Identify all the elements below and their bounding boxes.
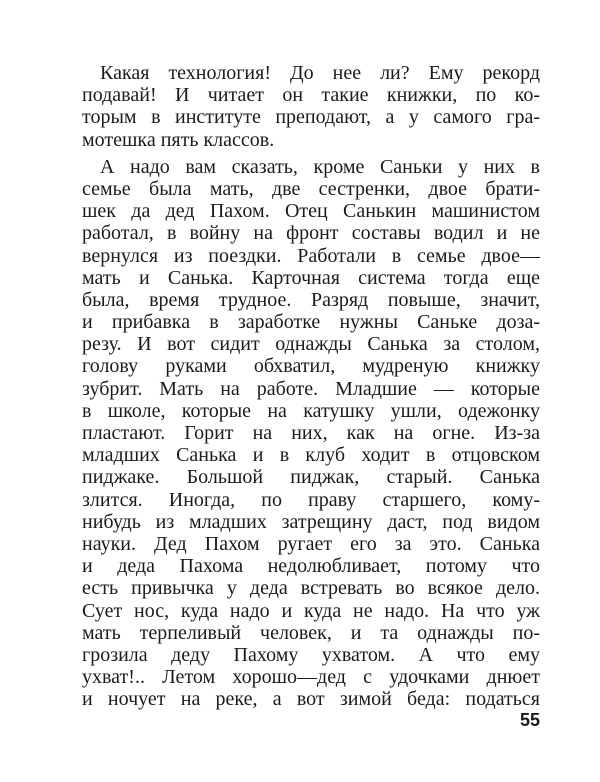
page-number: 55 [519,710,540,730]
text-line: науки. Дед Пахом ругает его за это. Санька [82,532,540,555]
text-line: подавай! И читает он такие книжки, по ко- [82,84,540,107]
text-line: грозила деду Пахому ухватом. А что ему [82,643,540,666]
text-line: злится. Иногда, по праву старшего, кому- [82,488,540,511]
text-line: мотешка пять классов. [82,128,275,151]
text-line: пиджаке. Большой пиджак, старый. Санька [82,466,540,489]
text-line: ухват!.. Летом хорошо—дед с удочками днюет [82,666,540,689]
text-line: вернулся из поездки. Работали в семье двое— [82,244,540,267]
text-line: и ночует на реке, а вот зимой беда: податься [82,688,540,711]
text-line: голову руками обхватил, мудреную книжку [82,355,540,378]
text-line: работал, в войну на фронт составы водил и не [82,222,540,245]
text-line: А надо вам сказать, кроме Саньки у них в [100,155,540,178]
page-text [82,62,540,710]
text-line: мать и Санька. Карточная система тогда еще [82,266,540,289]
paragraph-1 [82,62,540,151]
text-line: Сует нос, куда надо и куда не надо. На что уж [82,599,540,622]
text-line: нибудь из младших затрещину даст, под видом [82,510,540,533]
paragraph-2 [82,156,540,711]
text-line: мать терпеливый человек, и та однажды по- [82,621,540,644]
text-line: Какая технология! До нее ли? Ему рекорд [100,62,540,84]
text-line: и прибавка в заработке нужны Саньке доза- [82,311,540,334]
text-line: шек да дед Пахом. Отец Санькин машинистом [82,200,540,223]
text-line: в школе, которые на катушку ушли, одежонку [82,399,540,422]
text-line: семье была мать, две сестренки, двое брати- [82,177,540,200]
text-line: резу. И вот сидит однажды Санька за столом, [82,333,540,356]
text-line: пластают. Горит на них, как на огне. Из-за [82,422,540,444]
text-line: и деда Пахома недолюбливает, потому что [82,555,540,578]
text-line: есть привычка у деда встревать во всякое дело. [82,577,540,600]
text-line: зубрит. Мать на работе. Младшие — которые [82,377,540,400]
text-line: младших Санька и в клуб ходит в отцовском [82,444,540,467]
text-line: была, время трудное. Разряд повыше, значит, [82,288,540,311]
text-line: торым в институте преподают, а у самого гра- [82,106,540,129]
